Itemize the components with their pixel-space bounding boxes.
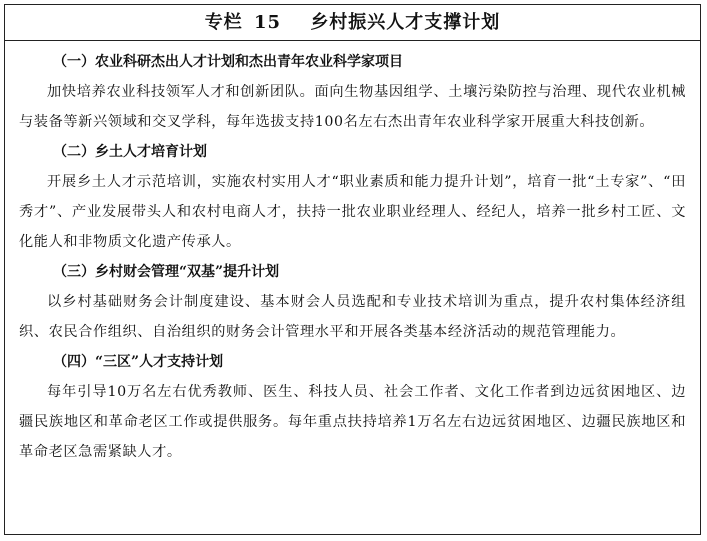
section-heading: （三）乡村财会管理“双基”提升计划 bbox=[53, 264, 280, 280]
column-title-prefix: 专栏 bbox=[204, 12, 243, 33]
section-4 bbox=[19, 347, 686, 467]
column-title-number: 15 bbox=[253, 12, 282, 33]
section-body: 加快培养农业科技领军人才和创新团队。面向生物基因组学、土壤污染防控与治理、现代农业机械与装备等新兴领域和交叉学科，每年选拔支持100名左右杰出青年农业科学家开展重大科技创新。 bbox=[19, 84, 686, 130]
section-body: 以乡村基础财务会计制度建设、基本财会人员选配和专业技术培训为重点，提升农村集体经济组织、农民合作组织、自治组织的财务会计管理水平和开展各类基本经济活动的规范管理能力。 bbox=[19, 294, 686, 340]
section-heading: （一）农业科研杰出人才计划和杰出青年农业科学家项目 bbox=[53, 54, 403, 70]
section-heading: （四）“三区”人才支持计划 bbox=[53, 354, 224, 370]
section-1 bbox=[19, 47, 686, 137]
section-body: 开展乡土人才示范培训，实施农村实用人才“职业素质和能力提升计划”，培育一批“土专家”、“田秀才”、产业发展带头人和农村电商人才，扶持一批农业职业经理人、经纪人，培养一批乡村工匠、文化能人和非物质文化遗产传承人。 bbox=[19, 174, 686, 250]
section-heading: （二）乡土人才培育计划 bbox=[53, 144, 207, 160]
column-box bbox=[4, 4, 701, 535]
column-title-text: 乡村振兴人才支撑计划 bbox=[310, 12, 501, 33]
column-title bbox=[5, 5, 700, 41]
section-body: 每年引导10万名左右优秀教师、医生、科技人员、社会工作者、文化工作者到边远贫困地区、边疆民族地区和革命老区工作或提供服务。每年重点扶持培养1万名左右边远贫困地区、边疆民族地区和革命老区急需紧缺人才。 bbox=[19, 384, 686, 460]
column-content bbox=[5, 41, 700, 467]
section-2 bbox=[19, 137, 686, 257]
section-3 bbox=[19, 257, 686, 347]
